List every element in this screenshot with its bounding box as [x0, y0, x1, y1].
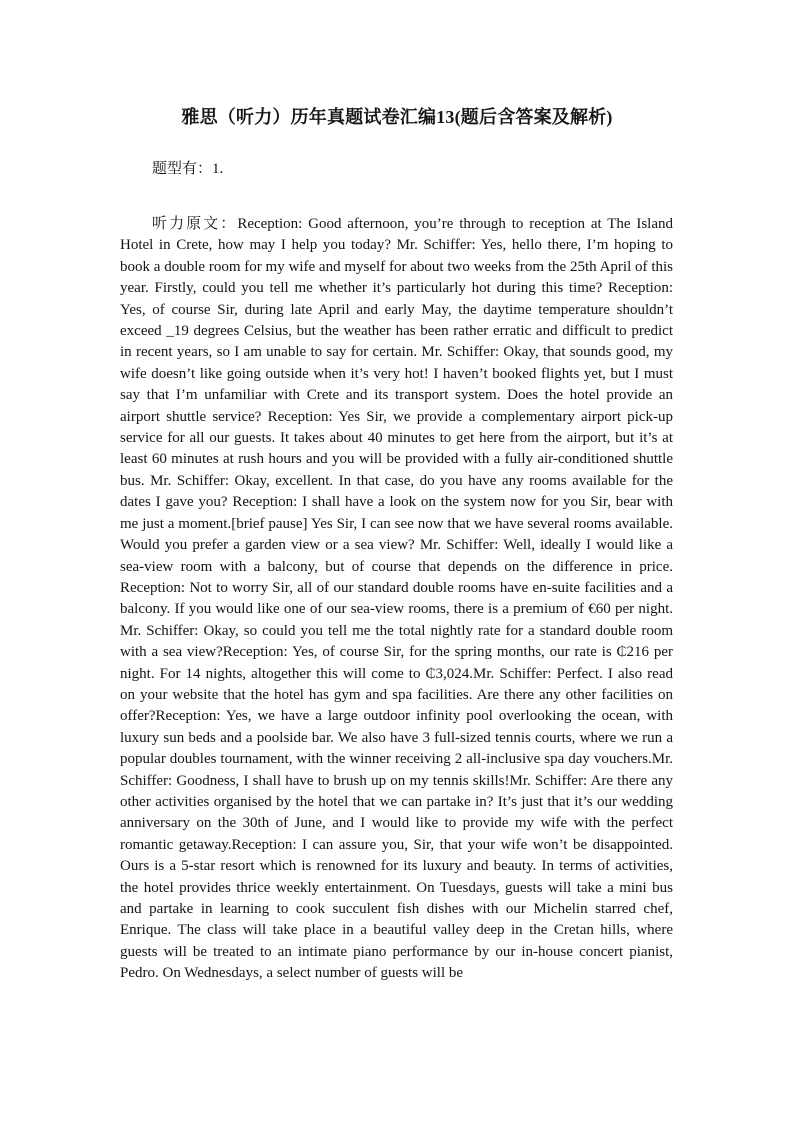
question-type-label: 题型有：1. — [152, 161, 224, 177]
page-title: 雅思（听力）历年真题试卷汇编13(题后含答案及解析) — [181, 107, 613, 127]
transcript-paragraph: 听力原文：Reception: Good afternoon, you’re through to reception at The Island Hotel in Crete, how may I help you today? Mr. Schiffer: Yes, hello there, I’m hoping to book a double room for my wife and myself for about two weeks from the 25th April of this year. Firstly, could you tell me whether it’s particularly hot during this time? Reception: Yes, of course Sir, during late April and early May, the daytime temperature shouldn’t exceed _19 degrees Celsius, but the weather has been rather erratic and difficult to predict in recent years, so I am unable to say for certain. Mr. Schiffer: Okay, that sounds good, my wife doesn’t like going outside when it’s very hot! I haven’t booked flights yet, but I must say that I’m unfamiliar with Crete and its transport system. Does the hotel provide an airport shuttle service? Reception: Yes Sir, we provide a complementary airport pick-up service for all our guests. It takes about 40 minutes to get here from the airport, but it’s at least 60 minutes at rush hours and you will be provided with a fully air-conditioned shuttle bus. Mr. Schiffer: Okay, excellent. In that case, do you have any rooms available for the dates I gave you? Reception: I shall have a look on the system now for you Sir, bear with me just a moment.[brief pause] Yes Sir, I can see now that we have several rooms available. Would you prefer a garden view or a sea view? Mr. Schiffer: Well, ideally I would like a sea-view room with a balcony, but of course that depends on the difference in price. Reception: Not to worry Sir, all of our standard double rooms have en-suite facilities and a balcony. If you would like one of our sea-view rooms, there is a premium of €60 per night. Mr. Schiffer: Okay, so could you tell me the total nightly rate for a standard double room with a sea view?Reception: Yes, of course Sir, for the spring months, our rate is ₵216 per night. For 14 nights, altogether this will come to ₵3,024.Mr. Schiffer: Perfect. I also read on your website that the hotel has gym and spa facilities. Are there any other facilities on offer?Reception: Yes, we have a large outdoor infinity pool overlooking the ocean, with luxury sun beds and a poolside bar. We also have 3 full-sized tennis courts, where we run a popular doubles tournament, with the winner receiving 2 all-inclusive spa day vouchers.Mr. Schiffer: Goodness, I shall have to brush up on my tennis skills!Mr. Schiffer: Are there any other activities organised by the hotel that we can partake in? It’s just that it’s our wedding anniversary on the 30th of June, and I would like to provide my wife with the perfect romantic getaway.Reception: I can assure you, Sir, that your wife won’t be disappointed. Ours is a 5-star resort which is renowned for its luxury and beauty. In terms of activities, the hotel provides thrice weekly entertainment. On Tuesdays, guests will take a mini bus and partake in learning to cook succulent fish dishes with our Michelin starred chef, Enrique. The class will take place in a beautiful valley deep in the Cretan hills, where guests will be treated to an intimate piano performance by our in-house concert pianist, Pedro. On Wednesdays, a select number of guests will be — [120, 216, 673, 982]
